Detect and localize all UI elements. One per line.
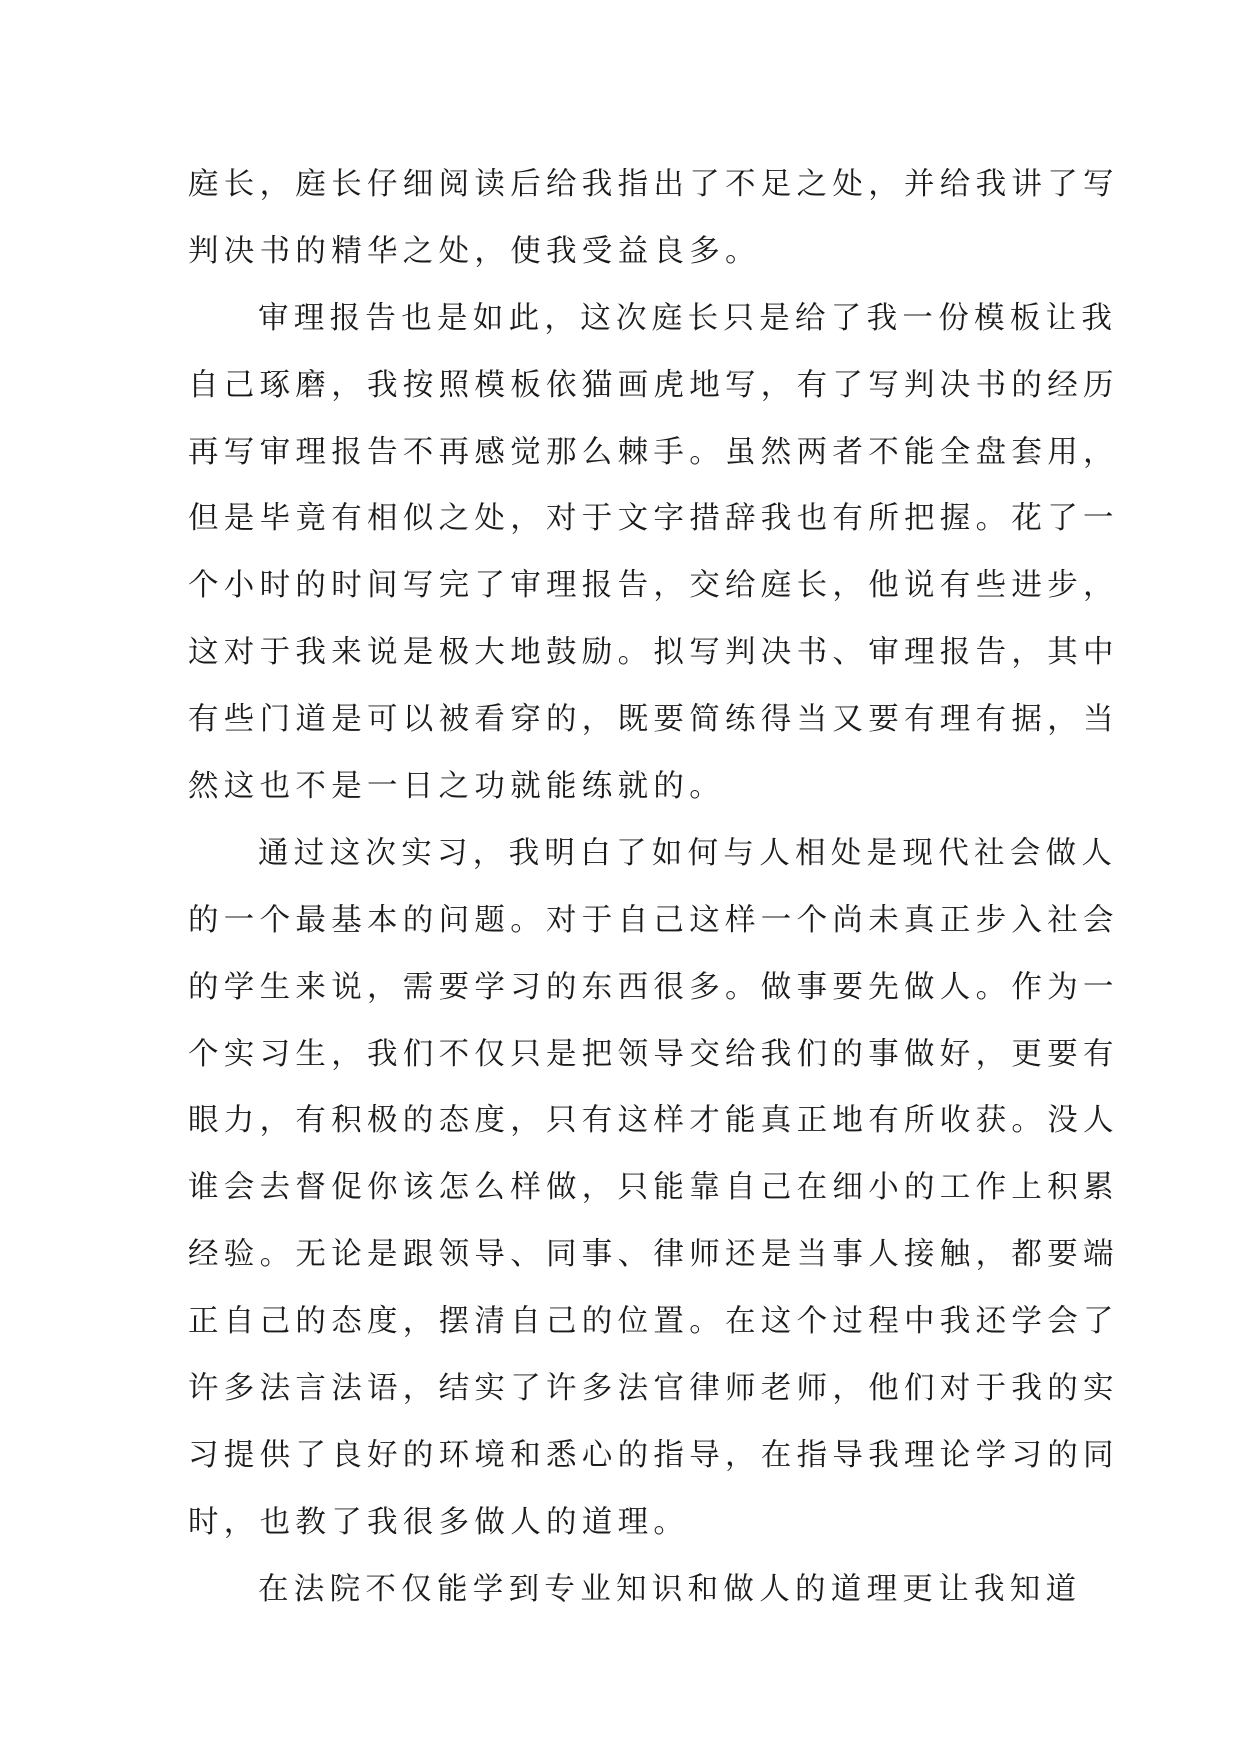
text-line: 个小时的时间写完了审理报告，交给庭长，他说有些进步，: [188, 568, 1119, 604]
text-line: 自己琢磨，我按照模板依猫画虎地写，有了写判决书的经历: [188, 367, 1119, 403]
text-line: 然这也不是一日之功就能练就的。: [188, 769, 725, 805]
text-line: 眼力，有积极的态度，只有这样才能真正地有所收获。没人: [188, 1103, 1119, 1139]
paragraph-start-line: 通过这次实习，我明白了如何与人相处是现代社会做人: [258, 835, 1118, 871]
text-line: 再写审理报告不再感觉那么棘手。虽然两者不能全盘套用，: [188, 434, 1119, 470]
text-line: 正自己的态度，摆清自己的位置。在这个过程中我还学会了: [188, 1304, 1119, 1340]
text-line: 这对于我来说是极大地鼓励。拟写判决书、审理报告，其中: [188, 635, 1119, 671]
text-line: 许多法言法语，结实了许多法官律师老师，他们对于我的实: [188, 1371, 1119, 1407]
text-line: 经验。无论是跟领导、同事、律师还是当事人接触，都要端: [188, 1237, 1119, 1273]
text-line: 有些门道是可以被看穿的，既要简练得当又要有理有据，当: [188, 702, 1119, 738]
paragraph-start-line: 审理报告也是如此，这次庭长只是给了我一份模板让我: [258, 300, 1118, 336]
body-text: [188, 152, 1119, 1624]
text-line: 的学生来说，需要学习的东西很多。做事要先做人。作为一: [188, 969, 1119, 1005]
text-line: 习提供了良好的环境和悉心的指导，在指导我理论学习的同: [188, 1437, 1119, 1473]
text-line: 谁会去督促你该怎么样做，只能靠自己在细小的工作上积累: [188, 1170, 1119, 1206]
text-line: 的一个最基本的问题。对于自己这样一个尚未真正步入社会: [188, 902, 1119, 938]
text-line: 时，也教了我很多做人的道理。: [188, 1504, 690, 1540]
text-line: 个实习生，我们不仅只是把领导交给我们的事做好，更要有: [188, 1036, 1119, 1072]
text-line: 判决书的精华之处，使我受益良多。: [188, 233, 761, 269]
text-line: 但是毕竟有相似之处，对于文字措辞我也有所把握。花了一: [188, 501, 1119, 537]
paragraph-start-line: 在法院不仅能学到专业知识和做人的道理更让我知道: [258, 1571, 1082, 1607]
text-line: 庭长，庭长仔细阅读后给我指出了不足之处，并给我讲了写: [188, 167, 1119, 202]
